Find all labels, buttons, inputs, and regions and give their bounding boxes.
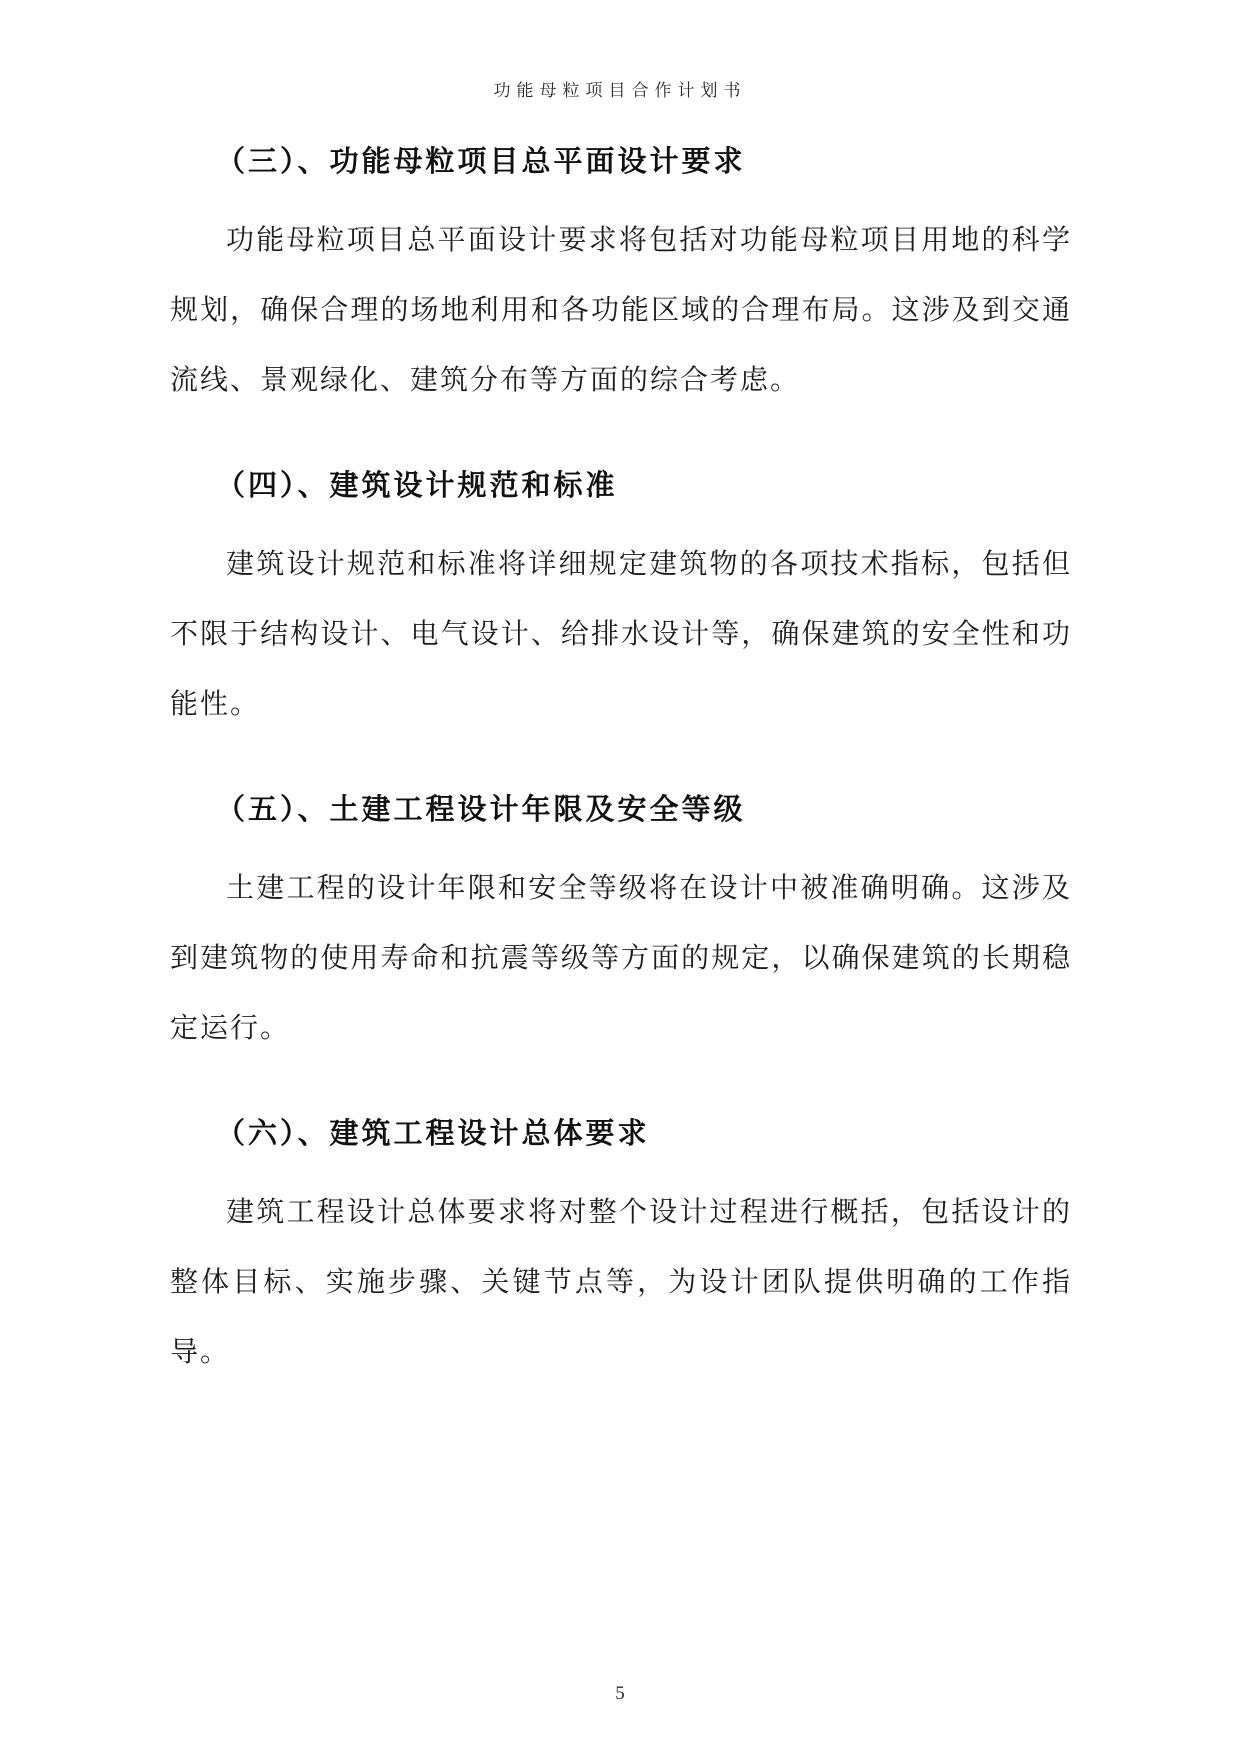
section-heading-5: （五）、土建工程设计年限及安全等级 [216,794,746,826]
section-heading-3: （三）、功能母粒项目总平面设计要求 [216,146,746,178]
section-heading-6: （六）、建筑工程设计总体要求 [216,1118,650,1150]
section-paragraph-6: 建筑工程设计总体要求将对整个设计过程进行概括，包括设计的整体目标、实施步骤、关键节点等，为设计团队提供明确的工作指导。 [170,1197,1072,1368]
section-paragraph-4: 建筑设计规范和标准将详细规定建筑物的各项技术指标，包括但不限于结构设计、电气设计、给排水设计等，确保建筑的安全性和功能性。 [170,549,1072,720]
section-paragraph-5: 土建工程的设计年限和安全等级将在设计中被准确明确。这涉及到建筑物的使用寿命和抗震等级等方面的规定，以确保建筑的长期稳定运行。 [170,873,1072,1044]
page-number: 5 [615,1683,625,1704]
section-heading-4: （四）、建筑设计规范和标准 [216,470,618,502]
document-body [170,130,1072,1406]
document-header-title: 功能母粒项目合作计划书 [493,81,747,100]
section-paragraph-3: 功能母粒项目总平面设计要求将包括对功能母粒项目用地的科学规划，确保合理的场地利用和各功能区域的合理布局。这涉及到交通流线、景观绿化、建筑分布等方面的综合考虑。 [170,225,1072,396]
